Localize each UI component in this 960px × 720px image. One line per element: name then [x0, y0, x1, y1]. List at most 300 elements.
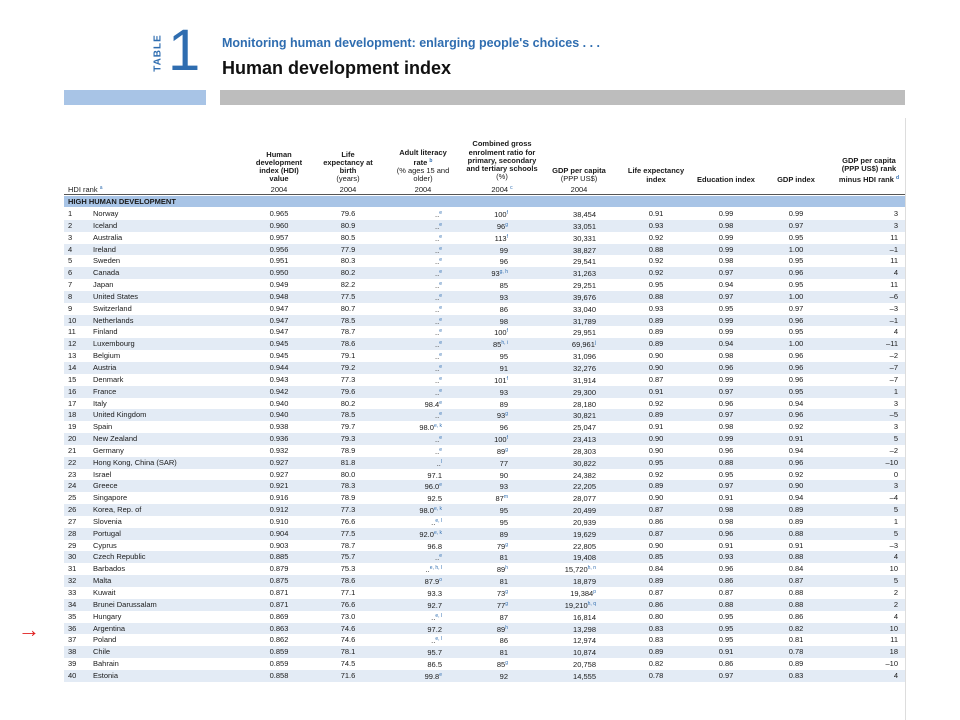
cell-country: Iceland: [93, 220, 118, 230]
cell-gdp-per-capita: 19,210$^{h, q}$: [564, 600, 596, 610]
cell-country: Malta: [93, 576, 112, 586]
cell-gdp-index: 0.99: [788, 209, 804, 218]
column-header-gdp-per-capita: GDP per capita (PPP US$) 2004: [552, 166, 606, 194]
cell-gdp-per-capita: 69,961$^j$: [571, 340, 596, 350]
cell-education-index: 0.95: [718, 303, 734, 313]
cell-gdp-index: 0.92: [788, 469, 804, 479]
cell-enrolment: 89$^h$: [496, 624, 508, 634]
cell-hdi-value: 0.947: [269, 327, 289, 337]
cell-life-expectancy: 80.0: [340, 469, 356, 479]
cell-gdp-rank-minus-hdi-rank: 4: [893, 552, 898, 562]
table-word: TABLE: [152, 34, 164, 72]
cell-gdp-rank-minus-hdi-rank: 3: [893, 481, 898, 491]
cell-gdp-per-capita: 20,939: [573, 517, 596, 527]
cell-gdp-index: 0.88: [788, 588, 804, 597]
column-header-hdi: Human development index (HDI) value 2004: [255, 149, 303, 194]
cell-education-index: 0.88: [718, 599, 734, 609]
cell-country: Denmark: [93, 374, 124, 384]
cell-hdi-rank: 11: [68, 327, 76, 337]
cell-gdp-rank-minus-hdi-rank: –2: [889, 445, 898, 455]
column-header-gdp-index: GDP index: [777, 174, 815, 184]
cell-hdi-rank: 19: [68, 422, 77, 432]
cell-country: France: [93, 386, 117, 396]
cell-adult-literacy: ..$^e$: [435, 257, 442, 267]
cell-hdi-value: 0.859: [269, 659, 289, 669]
cell-gdp-per-capita: 32,276: [573, 363, 596, 373]
cell-gdp-index: 0.96: [788, 351, 804, 361]
cell-country: Chile: [93, 647, 111, 657]
cell-education-index: 0.96: [718, 398, 734, 408]
cell-life-expectancy: 77.5: [340, 291, 356, 301]
cell-life-expectancy: 78.3: [340, 481, 356, 491]
cell-enrolment: 98: [499, 316, 508, 326]
cell-life-expectancy: 80.7: [340, 303, 356, 313]
cell-education-index: 0.97: [718, 410, 734, 420]
cell-hdi-rank: 22: [68, 457, 77, 467]
cell-gdp-index: 0.96: [788, 457, 804, 467]
cell-hdi-value: 0.921: [269, 481, 289, 491]
cell-hdi-value: 0.956: [269, 244, 289, 254]
cell-hdi-rank: 28: [68, 528, 77, 538]
cell-life-expectancy: 76.6: [340, 516, 356, 526]
cell-gdp-per-capita: 25,047: [573, 423, 596, 433]
cell-enrolment: 85: [499, 281, 508, 291]
cell-country: Czech Republic: [93, 552, 146, 562]
cell-life-expectancy-index: 0.95: [648, 280, 664, 290]
cell-life-expectancy: 74.5: [340, 659, 356, 669]
cell-hdi-value: 0.942: [269, 386, 289, 396]
cell-gdp-rank-minus-hdi-rank: –3: [889, 540, 898, 550]
cell-life-expectancy: 78.7: [340, 540, 356, 550]
cell-gdp-per-capita: 28,303: [573, 446, 596, 456]
cell-enrolment: 93: [499, 482, 508, 492]
cell-gdp-per-capita: 31,263: [573, 269, 596, 279]
cell-hdi-rank: 27: [68, 516, 77, 526]
cell-life-expectancy-index: 0.87: [648, 374, 664, 384]
cell-hdi-rank: 23: [68, 469, 77, 479]
cell-hdi-value: 0.862: [269, 635, 289, 645]
table-row: [64, 611, 905, 623]
cell-enrolment: 81: [499, 577, 508, 587]
cell-education-index: 0.95: [718, 469, 734, 479]
cell-hdi-rank: 18: [68, 410, 77, 420]
cell-adult-literacy: ..$^{e, l}$: [431, 517, 442, 527]
cell-education-index: 0.97: [718, 481, 734, 491]
cell-gdp-per-capita: 13,298: [573, 624, 596, 634]
cell-life-expectancy: 71.6: [340, 670, 356, 680]
cell-education-index: 0.91: [718, 540, 734, 550]
cell-hdi-value: 0.948: [269, 291, 289, 301]
cell-hdi-value: 0.950: [269, 268, 289, 278]
cell-gdp-index: 0.95: [788, 280, 804, 290]
cell-adult-literacy: ..$^e$: [435, 446, 442, 456]
cell-education-index: 0.98: [718, 351, 734, 361]
cell-enrolment: 99: [499, 245, 508, 255]
cell-hdi-value: 0.940: [269, 410, 289, 420]
cell-hdi-value: 0.943: [269, 374, 289, 384]
cell-enrolment: 95: [499, 506, 508, 516]
cell-country: Italy: [93, 398, 107, 408]
cell-adult-literacy: ..$^{e, h, l}$: [425, 565, 442, 575]
cell-education-index: 0.99: [718, 209, 734, 218]
table-row: [64, 409, 905, 421]
cell-life-expectancy-index: 0.92: [648, 268, 664, 278]
cell-hdi-rank: 32: [68, 576, 77, 586]
cell-gdp-rank-minus-hdi-rank: –7: [889, 362, 898, 372]
cell-gdp-rank-minus-hdi-rank: –7: [889, 374, 898, 384]
table-row: [64, 232, 905, 244]
cell-enrolment: 89$^h$: [496, 565, 508, 575]
cell-country: Israel: [93, 469, 112, 479]
table-row: [64, 208, 905, 220]
cell-hdi-rank: 36: [68, 623, 77, 633]
cell-gdp-index: 1.00: [788, 244, 804, 254]
column-header-adult-literacy: Adult literacy rate $^b$ (% ages 15 and older) 2004: [396, 147, 450, 194]
cell-adult-literacy: 96.8: [427, 541, 442, 551]
cell-life-expectancy: 78.9: [340, 493, 356, 503]
cell-hdi-value: 0.951: [269, 256, 289, 266]
cell-enrolment: 81: [499, 648, 508, 658]
cell-gdp-index: 0.88: [788, 599, 804, 609]
cell-life-expectancy-index: 0.86: [648, 516, 664, 526]
cell-hdi-value: 0.932: [269, 445, 289, 455]
arrow-marker-icon: →: [18, 617, 40, 642]
cell-hdi-value: 0.944: [269, 362, 289, 372]
header-rule: [64, 194, 905, 195]
cell-life-expectancy-index: 0.88: [648, 291, 664, 301]
cell-education-index: 0.97: [718, 670, 734, 680]
cell-country: Switzerland: [93, 303, 132, 313]
cell-enrolment: 95: [499, 517, 508, 527]
column-header-gdp-rank-minus-hdi-rank: GDP per capita (PPP US$) rank minus HDI rank $^d$: [838, 156, 900, 184]
cell-life-expectancy-index: 0.91: [648, 386, 664, 396]
cell-gdp-per-capita: 30,821: [573, 411, 596, 421]
cell-enrolment: 96$^g$: [496, 221, 508, 231]
cell-gdp-index: 0.97: [788, 303, 804, 313]
table-row: [64, 575, 905, 587]
cell-hdi-rank: 34: [68, 599, 77, 609]
cell-gdp-rank-minus-hdi-rank: –5: [889, 410, 898, 420]
cell-life-expectancy: 73.0: [340, 611, 356, 621]
table-row: [64, 587, 905, 599]
cell-gdp-per-capita: 23,413: [573, 435, 596, 445]
cell-gdp-per-capita: 31,096: [573, 352, 596, 362]
cell-gdp-rank-minus-hdi-rank: –1: [889, 244, 898, 254]
cell-gdp-rank-minus-hdi-rank: 11: [890, 280, 898, 290]
cell-life-expectancy-index: 0.95: [648, 457, 664, 467]
cell-gdp-rank-minus-hdi-rank: 3: [893, 422, 898, 432]
cell-hdi-value: 0.949: [269, 280, 289, 290]
cell-enrolment: 100$^f$: [494, 328, 508, 338]
cell-life-expectancy-index: 0.90: [648, 540, 664, 550]
cell-hdi-value: 0.879: [269, 564, 289, 574]
cell-life-expectancy: 79.6: [340, 386, 356, 396]
table-row: [64, 267, 905, 279]
cell-gdp-per-capita: 12,974: [573, 636, 596, 646]
cell-gdp-index: 0.97: [788, 220, 804, 230]
cell-education-index: 0.97: [718, 291, 734, 301]
cell-life-expectancy-index: 0.87: [648, 505, 664, 515]
cell-gdp-rank-minus-hdi-rank: 5: [893, 505, 898, 515]
cell-gdp-rank-minus-hdi-rank: 18: [889, 647, 898, 657]
cell-country: Hungary: [93, 611, 122, 621]
cell-enrolment: 77$^g$: [496, 600, 508, 610]
cell-hdi-rank: 15: [68, 374, 77, 384]
cell-adult-literacy: ..$^e$: [435, 435, 442, 445]
cell-education-index: 0.96: [718, 564, 734, 574]
cell-enrolment: 85$^{h, i}$: [492, 340, 508, 350]
cell-gdp-rank-minus-hdi-rank: –10: [885, 659, 898, 669]
cell-gdp-rank-minus-hdi-rank: 3: [893, 209, 898, 218]
cell-education-index: 0.98: [718, 516, 734, 526]
cell-hdi-value: 0.859: [269, 647, 289, 657]
cell-life-expectancy: 79.3: [340, 434, 356, 444]
cell-gdp-index: 0.78: [788, 647, 804, 657]
cell-gdp-per-capita: 30,822: [573, 458, 596, 468]
cell-education-index: 0.94: [718, 280, 734, 290]
cell-adult-literacy: 98.0$^{e, k}$: [419, 423, 442, 433]
cell-life-expectancy: 77.5: [340, 528, 356, 538]
page-title: Human development index: [222, 58, 452, 78]
cell-gdp-index: 0.95: [788, 232, 804, 242]
cell-hdi-value: 0.903: [269, 540, 289, 550]
cell-gdp-rank-minus-hdi-rank: 0: [893, 469, 898, 479]
cell-hdi-rank: 14: [68, 362, 77, 372]
cell-life-expectancy-index: 0.83: [648, 623, 664, 633]
cell-enrolment: 101$^f$: [494, 375, 508, 385]
cell-life-expectancy: 77.3: [340, 505, 356, 515]
cell-country: Greece: [93, 481, 118, 491]
cell-hdi-rank: 20: [68, 434, 77, 444]
cell-gdp-per-capita: 30,331: [573, 233, 596, 243]
cell-hdi-value: 0.869: [269, 611, 289, 621]
cell-hdi-rank: 2: [68, 220, 73, 230]
cell-gdp-index: 0.95: [788, 327, 804, 337]
cell-life-expectancy: 81.8: [340, 457, 356, 467]
column-headers: [64, 118, 905, 194]
cell-hdi-value: 0.916: [269, 493, 289, 503]
cell-education-index: 0.93: [718, 552, 734, 562]
cell-gdp-rank-minus-hdi-rank: 3: [893, 398, 898, 408]
cell-life-expectancy: 80.2: [340, 398, 356, 408]
cell-gdp-per-capita: 14,555: [573, 671, 596, 681]
cell-education-index: 0.91: [718, 647, 734, 657]
cell-life-expectancy-index: 0.92: [648, 232, 664, 242]
cell-gdp-rank-minus-hdi-rank: 5: [893, 528, 898, 538]
cell-gdp-per-capita: 39,676: [573, 292, 596, 302]
cell-life-expectancy-index: 0.89: [648, 576, 664, 586]
cell-hdi-rank: 29: [68, 540, 77, 550]
cell-adult-literacy: 99.8e: [424, 671, 442, 681]
cell-hdi-value: 0.957: [269, 232, 289, 242]
header-band-right: [220, 90, 905, 105]
cell-education-index: 0.97: [718, 268, 734, 278]
cell-country: Sweden: [93, 256, 121, 266]
cell-education-index: 0.87: [718, 588, 734, 597]
cell-life-expectancy: 79.2: [340, 362, 356, 372]
cell-hdi-rank: 21: [68, 445, 77, 455]
cell-gdp-rank-minus-hdi-rank: 11: [890, 232, 898, 242]
cell-gdp-rank-minus-hdi-rank: –2: [889, 351, 898, 361]
cell-hdi-value: 0.863: [269, 623, 289, 633]
cell-education-index: 0.99: [718, 315, 734, 325]
cell-hdi-value: 0.947: [269, 303, 289, 313]
table-row: [64, 244, 905, 256]
table-row: [64, 670, 905, 682]
cell-gdp-index: 0.87: [788, 576, 804, 586]
cell-education-index: 0.86: [718, 659, 734, 669]
cell-life-expectancy: 78.6: [340, 576, 356, 586]
cell-gdp-rank-minus-hdi-rank: 4: [893, 327, 898, 337]
cell-life-expectancy-index: 0.83: [648, 635, 664, 645]
cell-enrolment: 73$^g$: [496, 589, 508, 598]
cell-adult-literacy: ..$^{e, l}$: [431, 636, 442, 646]
cell-hdi-value: 0.945: [269, 339, 289, 349]
cell-education-index: 0.88: [718, 457, 734, 467]
cell-hdi-rank: 10: [68, 315, 77, 325]
cell-hdi-rank: 1: [68, 209, 73, 218]
cell-life-expectancy-index: 0.84: [648, 564, 664, 574]
cell-gdp-index: 0.96: [788, 410, 804, 420]
cell-gdp-rank-minus-hdi-rank: 2: [893, 588, 898, 597]
cell-education-index: 0.97: [718, 386, 734, 396]
cell-education-index: 0.95: [718, 611, 734, 621]
cell-life-expectancy-index: 0.89: [648, 647, 664, 657]
cell-enrolment: 93$^g$: [496, 411, 508, 421]
cell-life-expectancy: 80.5: [340, 232, 356, 242]
cell-gdp-per-capita: 29,300: [573, 387, 596, 397]
cell-hdi-rank: 30: [68, 552, 77, 562]
cell-gdp-rank-minus-hdi-rank: 1: [893, 516, 898, 526]
cell-adult-literacy: ..$^e$: [435, 221, 442, 231]
cell-country: Ireland: [93, 244, 116, 254]
cell-adult-literacy: 96.0e: [424, 482, 442, 492]
cell-adult-literacy: ..$^e$: [435, 553, 442, 563]
table-row: [64, 457, 905, 469]
cell-gdp-rank-minus-hdi-rank: 10: [889, 564, 898, 574]
cell-hdi-value: 0.875: [269, 576, 289, 586]
cell-life-expectancy: 79.7: [340, 422, 356, 432]
cell-life-expectancy: 78.5: [340, 315, 356, 325]
cell-enrolment: 86: [499, 636, 508, 646]
cell-country: Austria: [93, 362, 117, 372]
cell-enrolment: 89: [499, 529, 508, 539]
cell-enrolment: 89$^g$: [496, 446, 508, 456]
table-row: [64, 374, 905, 386]
cell-education-index: 0.95: [718, 635, 734, 645]
cell-gdp-per-capita: 29,951: [573, 328, 596, 338]
cell-gdp-index: 0.90: [788, 481, 804, 491]
cell-gdp-index: 0.88: [788, 552, 804, 562]
cell-gdp-per-capita: 20,499: [573, 506, 596, 516]
cell-gdp-rank-minus-hdi-rank: 2: [893, 599, 898, 609]
cell-adult-literacy: 92.7: [427, 600, 442, 610]
cell-life-expectancy-index: 0.86: [648, 599, 664, 609]
table-row: [64, 315, 905, 327]
cell-gdp-per-capita: 16,814: [573, 612, 596, 622]
cell-gdp-index: 0.95: [788, 256, 804, 266]
cell-enrolment: 93: [499, 292, 508, 302]
cell-gdp-rank-minus-hdi-rank: 1: [893, 386, 898, 396]
cell-life-expectancy-index: 0.89: [648, 315, 664, 325]
cell-enrolment: 92: [499, 671, 508, 681]
cell-life-expectancy: 80.3: [340, 256, 356, 266]
cell-gdp-per-capita: 29,251: [573, 281, 596, 291]
cell-enrolment: 85$^g$: [496, 660, 508, 670]
cell-gdp-rank-minus-hdi-rank: 3: [893, 220, 898, 230]
cell-life-expectancy-index: 0.89: [648, 339, 664, 349]
cell-education-index: 0.86: [718, 576, 734, 586]
cell-gdp-rank-minus-hdi-rank: 10: [889, 623, 898, 633]
cell-hdi-rank: 25: [68, 493, 77, 503]
cell-gdp-per-capita: 28,180: [573, 399, 596, 409]
cell-adult-literacy: ..$^e$: [435, 210, 442, 219]
cell-life-expectancy: 75.7: [340, 552, 356, 562]
cell-enrolment: 86: [499, 304, 508, 314]
cell-life-expectancy-index: 0.92: [648, 469, 664, 479]
cell-gdp-index: 0.86: [788, 611, 804, 621]
cell-gdp-per-capita: 22,205: [573, 482, 596, 492]
cell-life-expectancy-index: 0.78: [648, 670, 664, 680]
cell-hdi-rank: 8: [68, 291, 73, 301]
cell-adult-literacy: 86.5: [427, 660, 442, 670]
cell-gdp-rank-minus-hdi-rank: –6: [889, 291, 898, 301]
cell-hdi-value: 0.885: [269, 552, 289, 562]
cell-gdp-rank-minus-hdi-rank: 4: [893, 268, 898, 278]
cell-adult-literacy: 92.0$^{e, k}$: [419, 529, 442, 539]
cell-gdp-rank-minus-hdi-rank: –4: [889, 493, 898, 503]
cell-gdp-index: 1.00: [788, 291, 804, 301]
cell-adult-literacy: 93.3: [427, 589, 442, 598]
cell-education-index: 0.99: [718, 244, 734, 254]
cell-gdp-per-capita: 22,805: [573, 541, 596, 551]
cell-enrolment: 113$^f$: [494, 233, 508, 243]
cell-adult-literacy: 92.5: [427, 494, 442, 504]
cell-enrolment: 93: [499, 387, 508, 397]
cell-country: Hong Kong, China (SAR): [93, 457, 177, 467]
cell-adult-literacy: 95.7: [427, 648, 442, 658]
cell-adult-literacy: 97.1: [427, 470, 442, 480]
cell-country: Belgium: [93, 351, 121, 361]
cell-life-expectancy: 78.1: [340, 647, 356, 657]
cell-country: Netherlands: [93, 315, 134, 325]
cell-hdi-rank: 17: [68, 398, 77, 408]
cell-gdp-per-capita: 19,408: [573, 553, 596, 563]
cell-country: Bahrain: [93, 659, 119, 669]
column-header-hdi-rank: HDI rank $^a$: [68, 185, 103, 194]
cell-gdp-index: 0.94: [788, 493, 804, 503]
table-row: [64, 480, 905, 492]
cell-gdp-per-capita: 10,874: [573, 648, 596, 658]
cell-adult-literacy: 97.2: [427, 624, 442, 634]
cell-gdp-per-capita: 20,758: [573, 660, 596, 670]
table-row: [64, 326, 905, 338]
cell-country: United States: [93, 291, 139, 301]
header-band-left: [64, 90, 206, 105]
table-row: [64, 563, 905, 575]
cell-enrolment: 91: [499, 363, 508, 373]
cell-life-expectancy-index: 0.89: [648, 327, 664, 337]
cell-life-expectancy-index: 0.89: [648, 410, 664, 420]
cell-gdp-index: 0.96: [788, 315, 804, 325]
cell-country: Argentina: [93, 623, 126, 633]
cell-education-index: 0.99: [718, 232, 734, 242]
hdi-table-body: [64, 208, 905, 682]
table-row: [64, 504, 905, 516]
cell-gdp-index: 0.95: [788, 386, 804, 396]
table-row: [64, 658, 905, 670]
cell-hdi-value: 0.858: [269, 670, 289, 680]
